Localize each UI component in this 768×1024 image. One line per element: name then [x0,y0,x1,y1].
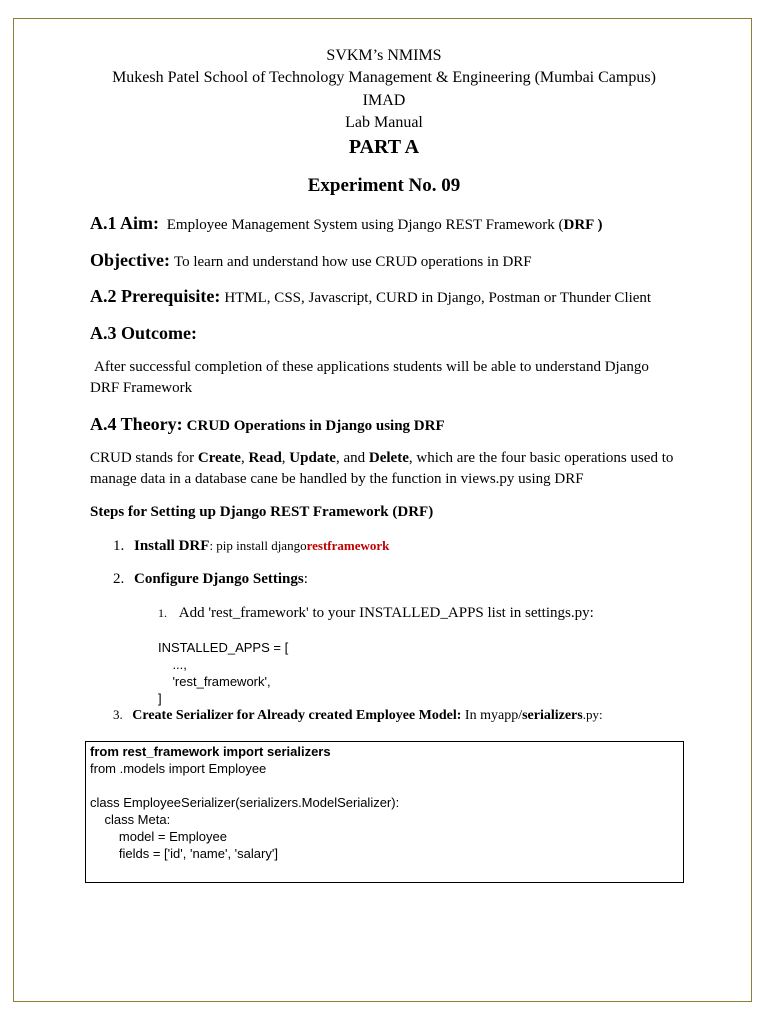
experiment-title: Experiment No. 09 [307,175,461,196]
outcome-line-2: DRF Framework [90,380,193,396]
prerequisite-label: A.2 Prerequisite: [90,286,221,306]
crud-intro-rest: , which are the four basic operations used to [408,450,674,466]
aim-text-bold: DRF ) [563,217,603,233]
institution-name: SVKM’s NMIMS [326,47,442,64]
aim-label: A.1 Aim: [90,213,159,233]
code-line: from .models import Employee [90,761,267,776]
step-2-colon: : [303,571,308,587]
code-line [90,777,679,794]
step-2-label: Configure Django Settings [134,571,304,587]
theory-paragraph-line-2: manage data in a database cane be handled by the function in views.py using DRF [90,471,584,487]
code-line: ] [158,691,162,706]
prerequisite-text: HTML, CSS, Javascript, CURD in Django, Postman or Thunder Client [224,290,652,306]
step-1-highlight: restframework [306,538,390,553]
step-3-number: 3. [113,707,123,722]
steps-heading: Steps for Setting up Django REST Framework (DRF) [90,504,434,520]
step-1-text: : pip install django [209,538,307,553]
step-2 [113,571,308,588]
step-3-text: In myapp/ [461,708,523,723]
step-2-number: 2. [113,571,125,587]
aim-text: Employee Management System using Django REST Framework ( [166,217,564,233]
step-3-file-ext: .py: [582,707,603,722]
school-name: Mukesh Patel School of Technology Management & Engineering (Mumbai Campus) [112,69,656,86]
objective-section [90,250,532,271]
step-2-sub-1-number: 1. [158,606,167,620]
step-1-label: Install DRF [134,538,210,554]
code-line: INSTALLED_APPS = [ [158,640,289,655]
code-line: model = Employee [90,829,227,844]
objective-text: To learn and understand how use CRUD operations in DRF [173,254,532,270]
crud-read: Read [248,450,282,466]
part-title: PART A [348,136,420,158]
crud-sep-1: , [240,450,249,466]
installed-apps-code [158,639,288,707]
code-line: class EmployeeSerializer(serializers.ModelSerializer): [90,795,400,810]
code-line: from rest_framework import serializers [90,744,331,759]
outcome-line-1: After successful completion of these applications students will be able to understand Django [94,359,649,375]
crud-update: Update [289,450,336,466]
step-3-label: Create Serializer for Already created Employee Model: [132,708,462,723]
code-line: fields = ['id', 'name', 'salary'] [90,846,278,861]
step-2-sub-1-text: Add 'rest_framework' to your INSTALLED_APPS list in settings.py: [178,605,594,621]
serializer-code-box [85,741,684,883]
crud-delete: Delete [368,450,409,466]
outcome-section [90,323,197,344]
code-line: class Meta: [90,812,171,827]
theory-subtitle: CRUD Operations in Django using DRF [186,418,445,434]
prerequisite-section [90,286,651,307]
outcome-label: A.3 Outcome: [90,323,197,343]
step-3-file-bold: serializers [522,708,583,723]
theory-label: A.4 Theory: [90,414,183,434]
crud-sep-3: , and [335,450,369,466]
crud-intro-text: CRUD stands for [90,450,198,466]
theory-section [90,414,445,435]
crud-sep-2: , [281,450,290,466]
objective-label: Objective: [90,250,170,270]
aim-section [90,213,603,234]
step-1 [113,538,389,555]
step-3 [113,707,603,724]
course-name: IMAD [362,92,406,109]
crud-create: Create [197,450,241,466]
code-line: 'rest_framework', [158,674,271,689]
step-1-number: 1. [113,538,125,554]
theory-paragraph-line-1 [90,450,673,467]
step-2-sub-1 [158,605,594,622]
document-type: Lab Manual [345,114,423,131]
code-line: ..., [158,657,187,672]
